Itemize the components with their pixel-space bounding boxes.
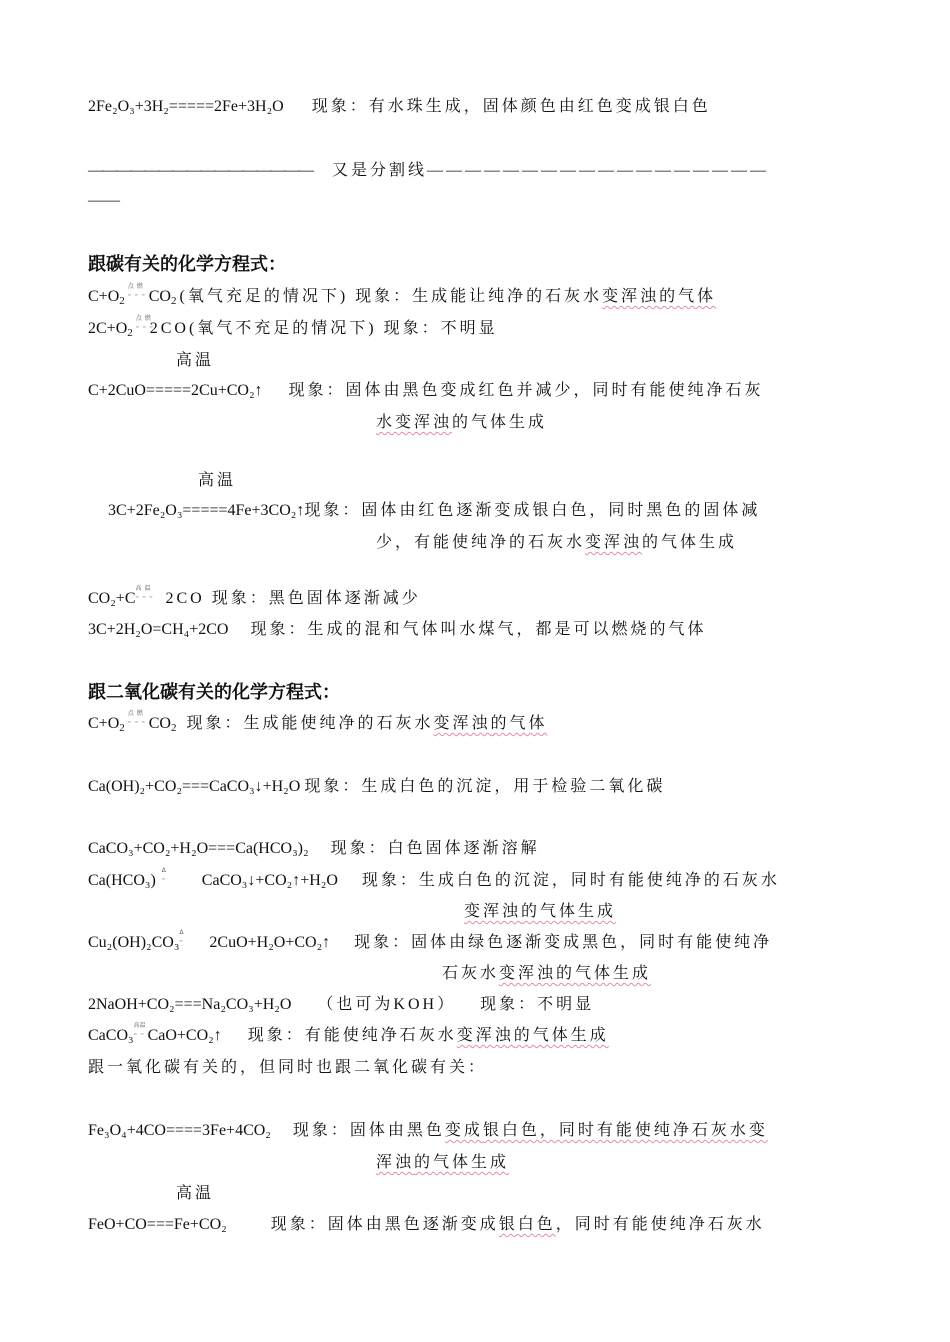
separator-continuation: ——	[88, 192, 120, 209]
section-heading-carbon: 跟碳有关的化学方程式：	[88, 254, 286, 275]
observation: 现象：固体由黑色逐渐变成银白色，同时有能使纯净石灰水	[270, 1216, 765, 1233]
equation: 3C+2Fe₂O₃=====4Fe+3CO₂↑	[108, 502, 305, 519]
co2-reaction-3	[88, 838, 540, 860]
condition-label: 高温	[176, 352, 215, 369]
reactants: C+O	[88, 715, 120, 732]
equation: Fe₃O₄+4CO====3Fe+4CO₂	[88, 1122, 271, 1139]
carbon-reaction-4	[108, 500, 760, 522]
carbon-reaction-2: $2C+O_2$ 点燃 = = = 2CO(氧气不充足的情况下) 现象：不明显	[88, 315, 498, 339]
observation: 现象：固体由红色逐渐变成银白色，同时黑色的固体减	[304, 502, 761, 519]
equation: Ca(OH)₂+CO₂===CaCO₃↓+H₂O	[88, 778, 301, 795]
equation-line-h2-reduction	[88, 96, 711, 118]
products-observation: 2CO(氧气不充足的情况下) 现象：不明显	[149, 320, 498, 337]
section-heading-co2: 跟二氧化碳有关的化学方程式：	[88, 682, 340, 703]
observation: 现象：有能使纯净石灰水变浑浊的气体生成	[247, 1027, 609, 1044]
observation: 现象：生成白色的沉淀，同时有能使纯净的石灰水	[361, 872, 780, 889]
observation: 现象：有水珠生成，固体颜色由红色变成银白色	[311, 98, 711, 115]
separator-dash: ————————————————	[88, 162, 312, 179]
condition-mark: 点燃 = = =	[135, 315, 154, 331]
co2-reaction-2	[88, 776, 665, 798]
equation: C+2CuO=====2Cu+CO₂↑	[88, 382, 263, 399]
products: 2CuO+H₂O+CO₂↑	[209, 934, 331, 951]
reactants: 2C+O	[88, 320, 128, 337]
observation: 现象：白色固体逐渐溶解	[330, 840, 540, 857]
products-observation: 2CO 现象：黑色固体逐渐减少	[165, 590, 421, 607]
separator-line	[88, 160, 769, 182]
observation: 现象：固体由黑色变成银白色，同时有能使纯净石灰水变	[292, 1122, 768, 1139]
carbon-reaction-1: $C+O_2$ 点燃 = = = $CO_2$(氧气充足的情况下) 现象：生成能让纯净的石灰水变浑浊的气体	[88, 283, 717, 307]
observation: 现象：固体由绿色逐渐变成黑色，同时有能使纯净	[354, 934, 773, 951]
equation: CaCO₃+CO₂+H₂O===Ca(HCO₃)₂	[88, 840, 309, 857]
equation: FeO+CO===Fe+CO₂	[88, 1216, 227, 1233]
co2-reaction-4	[88, 867, 780, 892]
observation-continuation: 少，有能使纯净的石灰水变浑浊的气体生成	[376, 534, 738, 551]
separator-label: 又是分割线——————————————————	[332, 162, 770, 179]
co-reaction-2	[88, 1214, 765, 1236]
observation: 现象：生成白色的沉淀，用于检验二氧化碳	[304, 778, 666, 795]
condition-mark: 高温 = = =	[133, 1022, 152, 1038]
observation: 现象：不明显	[480, 996, 595, 1013]
observation: 现象：生成的混和气体叫水煤气，都是可以燃烧的气体	[250, 621, 707, 638]
condition-mark: Δ =	[161, 867, 167, 883]
note: （也可为KOH）	[317, 996, 457, 1013]
reactants: Ca(HCO₃)	[88, 872, 156, 889]
observation: (氧气充足的情况下) 现象：生成能让纯净的石灰水	[179, 288, 603, 305]
co2-reaction-6	[88, 994, 594, 1016]
observation: 现象：生成能使纯净的石灰水	[186, 715, 434, 732]
products: CO	[148, 288, 171, 305]
co2-reaction-1: $C+O_2$ 点燃 = = = $CO_2$ 现象：生成能使纯净的石灰水变浑浊的气体	[88, 710, 548, 734]
observation-continuation: 浑浊的气体生成	[376, 1154, 510, 1171]
carbon-reaction-3	[88, 380, 764, 402]
observation: 现象：固体由黑色变成红色并减少，同时有能使纯净石灰	[288, 382, 764, 399]
observation-continuation: 石灰水变浑浊的气体生成	[442, 965, 652, 982]
co2-reaction-7	[88, 1022, 609, 1047]
observation-continuation: 变浑浊的气体生成	[464, 903, 617, 920]
observation-continuation: 水变浑浊的气体生成	[376, 414, 548, 431]
carbon-reaction-5	[88, 585, 421, 610]
equation: 2NaOH+CO₂===Na₂CO₃+H₂O	[88, 996, 292, 1013]
highlight: 变浑浊	[602, 288, 660, 305]
condition-label: 高温	[176, 1185, 215, 1202]
co-reaction-1	[88, 1120, 768, 1142]
reactants: CaCO₃	[88, 1027, 134, 1044]
equation: 3C+2H₂O=CH₄+2CO	[88, 621, 229, 638]
condition-mark: 点燃 = = =	[127, 283, 146, 299]
highlight-tail: 的气体	[659, 288, 717, 305]
equation: 2Fe₂O₃+3H₂=====2Fe+3H₂O	[88, 98, 284, 115]
reactants: C+O	[88, 288, 120, 305]
reactants: CO₂+C	[88, 590, 136, 607]
carbon-reaction-6	[88, 619, 706, 641]
products: CaCO₃↓+CO₂↑+H₂O	[201, 872, 338, 889]
condition-mark: Δ =	[179, 929, 184, 945]
condition-mark: 点燃 = = =	[127, 710, 146, 726]
section-heading-co: 跟一氧化碳有关的，但同时也跟二氧化碳有关：	[88, 1059, 488, 1076]
co2-reaction-5	[88, 929, 773, 954]
products: CaO+CO₂↑	[147, 1027, 222, 1044]
condition-mark: 高温 = = =	[135, 585, 154, 601]
reactants: Cu₂(OH)₂CO₃	[88, 934, 180, 951]
condition-label: 高温	[198, 472, 237, 489]
products: CO	[148, 715, 171, 732]
